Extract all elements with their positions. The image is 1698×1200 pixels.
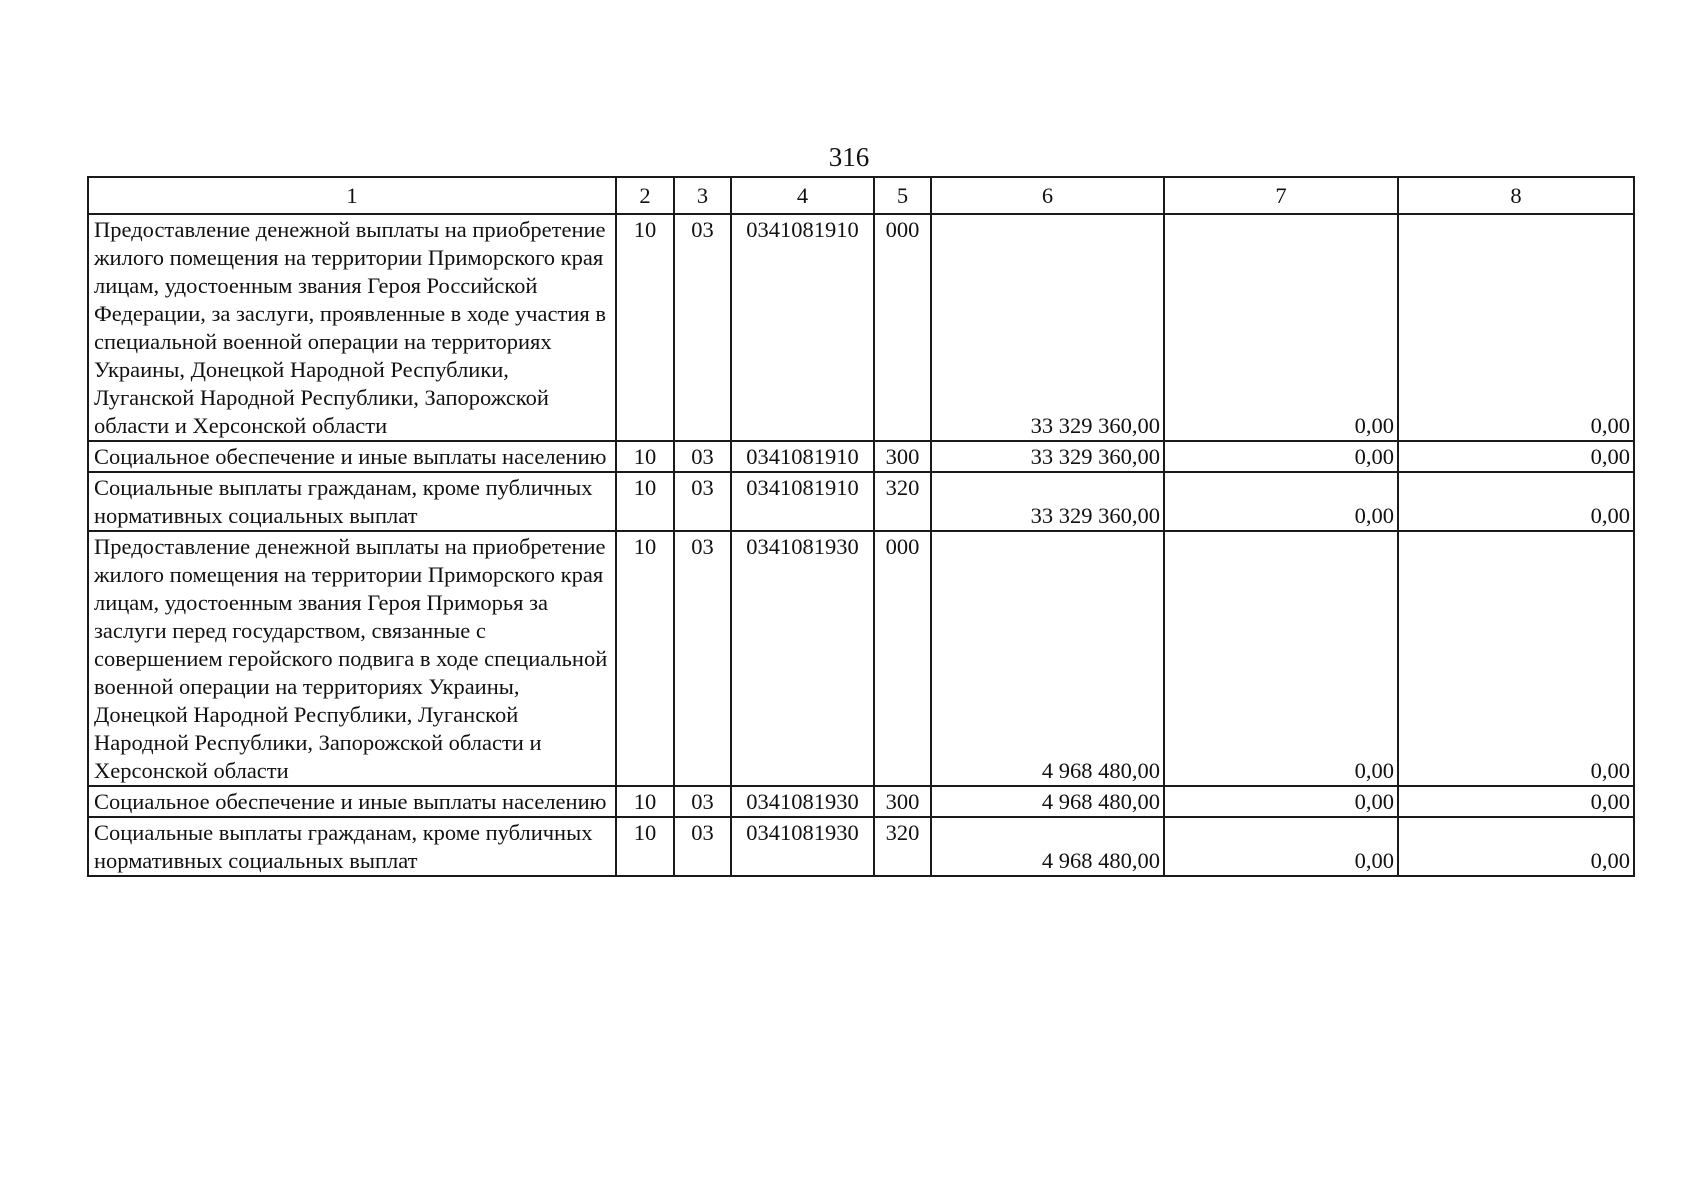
amount-col6: 4 968 480,00 [931,531,1164,786]
table-row [88,531,1634,786]
amount-col8: 0,00 [1398,214,1634,441]
page-number: 316 [828,142,870,172]
amount-col6: 33 329 360,00 [931,472,1164,531]
column-header: 8 [1398,177,1634,214]
row-name: Предоставление денежной выплаты на приобретение жилого помещения на территории Приморского края лицам, удостоенным звания Героя Российской Федерации, за заслуги, проявленные в ходе участия в специальной военной операции на территориях Украины, Донецкой Народной Республики, Луганской Народной Республики, Запорожской области и Херсонской области [88,214,616,441]
target-article-code: 0341081930 [731,786,874,817]
amount-col8: 0,00 [1398,786,1634,817]
row-name: Социальные выплаты гражданам, кроме публичных нормативных социальных выплат [88,817,616,876]
amount-col6: 33 329 360,00 [931,214,1164,441]
expense-type-code: 000 [874,214,931,441]
header-row [88,177,1634,214]
table-row [88,786,1634,817]
table-row [88,817,1634,876]
column-header: 7 [1164,177,1398,214]
budget-table [87,176,1635,877]
expense-type-code: 320 [874,472,931,531]
section-code: 10 [616,214,674,441]
subsection-code: 03 [674,531,731,786]
section-code: 10 [616,786,674,817]
amount-col7: 0,00 [1164,817,1398,876]
column-header: 3 [674,177,731,214]
section-code: 10 [616,441,674,472]
expense-type-code: 300 [874,786,931,817]
subsection-code: 03 [674,786,731,817]
table-row [88,472,1634,531]
row-name: Предоставление денежной выплаты на приобретение жилого помещения на территории Приморского края лицам, удостоенным звания Героя Приморья за заслуги перед государством, связанные с совершением геройского подвига в ходе специальной военной операции на территориях Украины, Донецкой Народной Республики, Луганской Народной Республики, Запорожской области и Херсонской области [88,531,616,786]
amount-col6: 33 329 360,00 [931,441,1164,472]
target-article-code: 0341081930 [731,817,874,876]
row-name: Социальное обеспечение и иные выплаты населению [88,786,616,817]
section-code: 10 [616,472,674,531]
amount-col7: 0,00 [1164,441,1398,472]
table-row [88,441,1634,472]
amount-col8: 0,00 [1398,817,1634,876]
column-header: 1 [88,177,616,214]
amount-col8: 0,00 [1398,441,1634,472]
target-article-code: 0341081910 [731,214,874,441]
amount-col7: 0,00 [1164,214,1398,441]
amount-col6: 4 968 480,00 [931,786,1164,817]
expense-type-code: 000 [874,531,931,786]
target-article-code: 0341081910 [731,472,874,531]
table-row [88,214,1634,441]
subsection-code: 03 [674,817,731,876]
amount-col7: 0,00 [1164,531,1398,786]
amount-col8: 0,00 [1398,531,1634,786]
expense-type-code: 320 [874,817,931,876]
subsection-code: 03 [674,441,731,472]
amount-col8: 0,00 [1398,472,1634,531]
section-code: 10 [616,817,674,876]
row-name: Социальное обеспечение и иные выплаты населению [88,441,616,472]
amount-col7: 0,00 [1164,472,1398,531]
column-header: 5 [874,177,931,214]
section-code: 10 [616,531,674,786]
row-name: Социальные выплаты гражданам, кроме публичных нормативных социальных выплат [88,472,616,531]
amount-col7: 0,00 [1164,786,1398,817]
subsection-code: 03 [674,214,731,441]
target-article-code: 0341081930 [731,531,874,786]
expense-type-code: 300 [874,441,931,472]
column-header: 6 [931,177,1164,214]
column-header: 2 [616,177,674,214]
subsection-code: 03 [674,472,731,531]
column-header: 4 [731,177,874,214]
amount-col6: 4 968 480,00 [931,817,1164,876]
target-article-code: 0341081910 [731,441,874,472]
